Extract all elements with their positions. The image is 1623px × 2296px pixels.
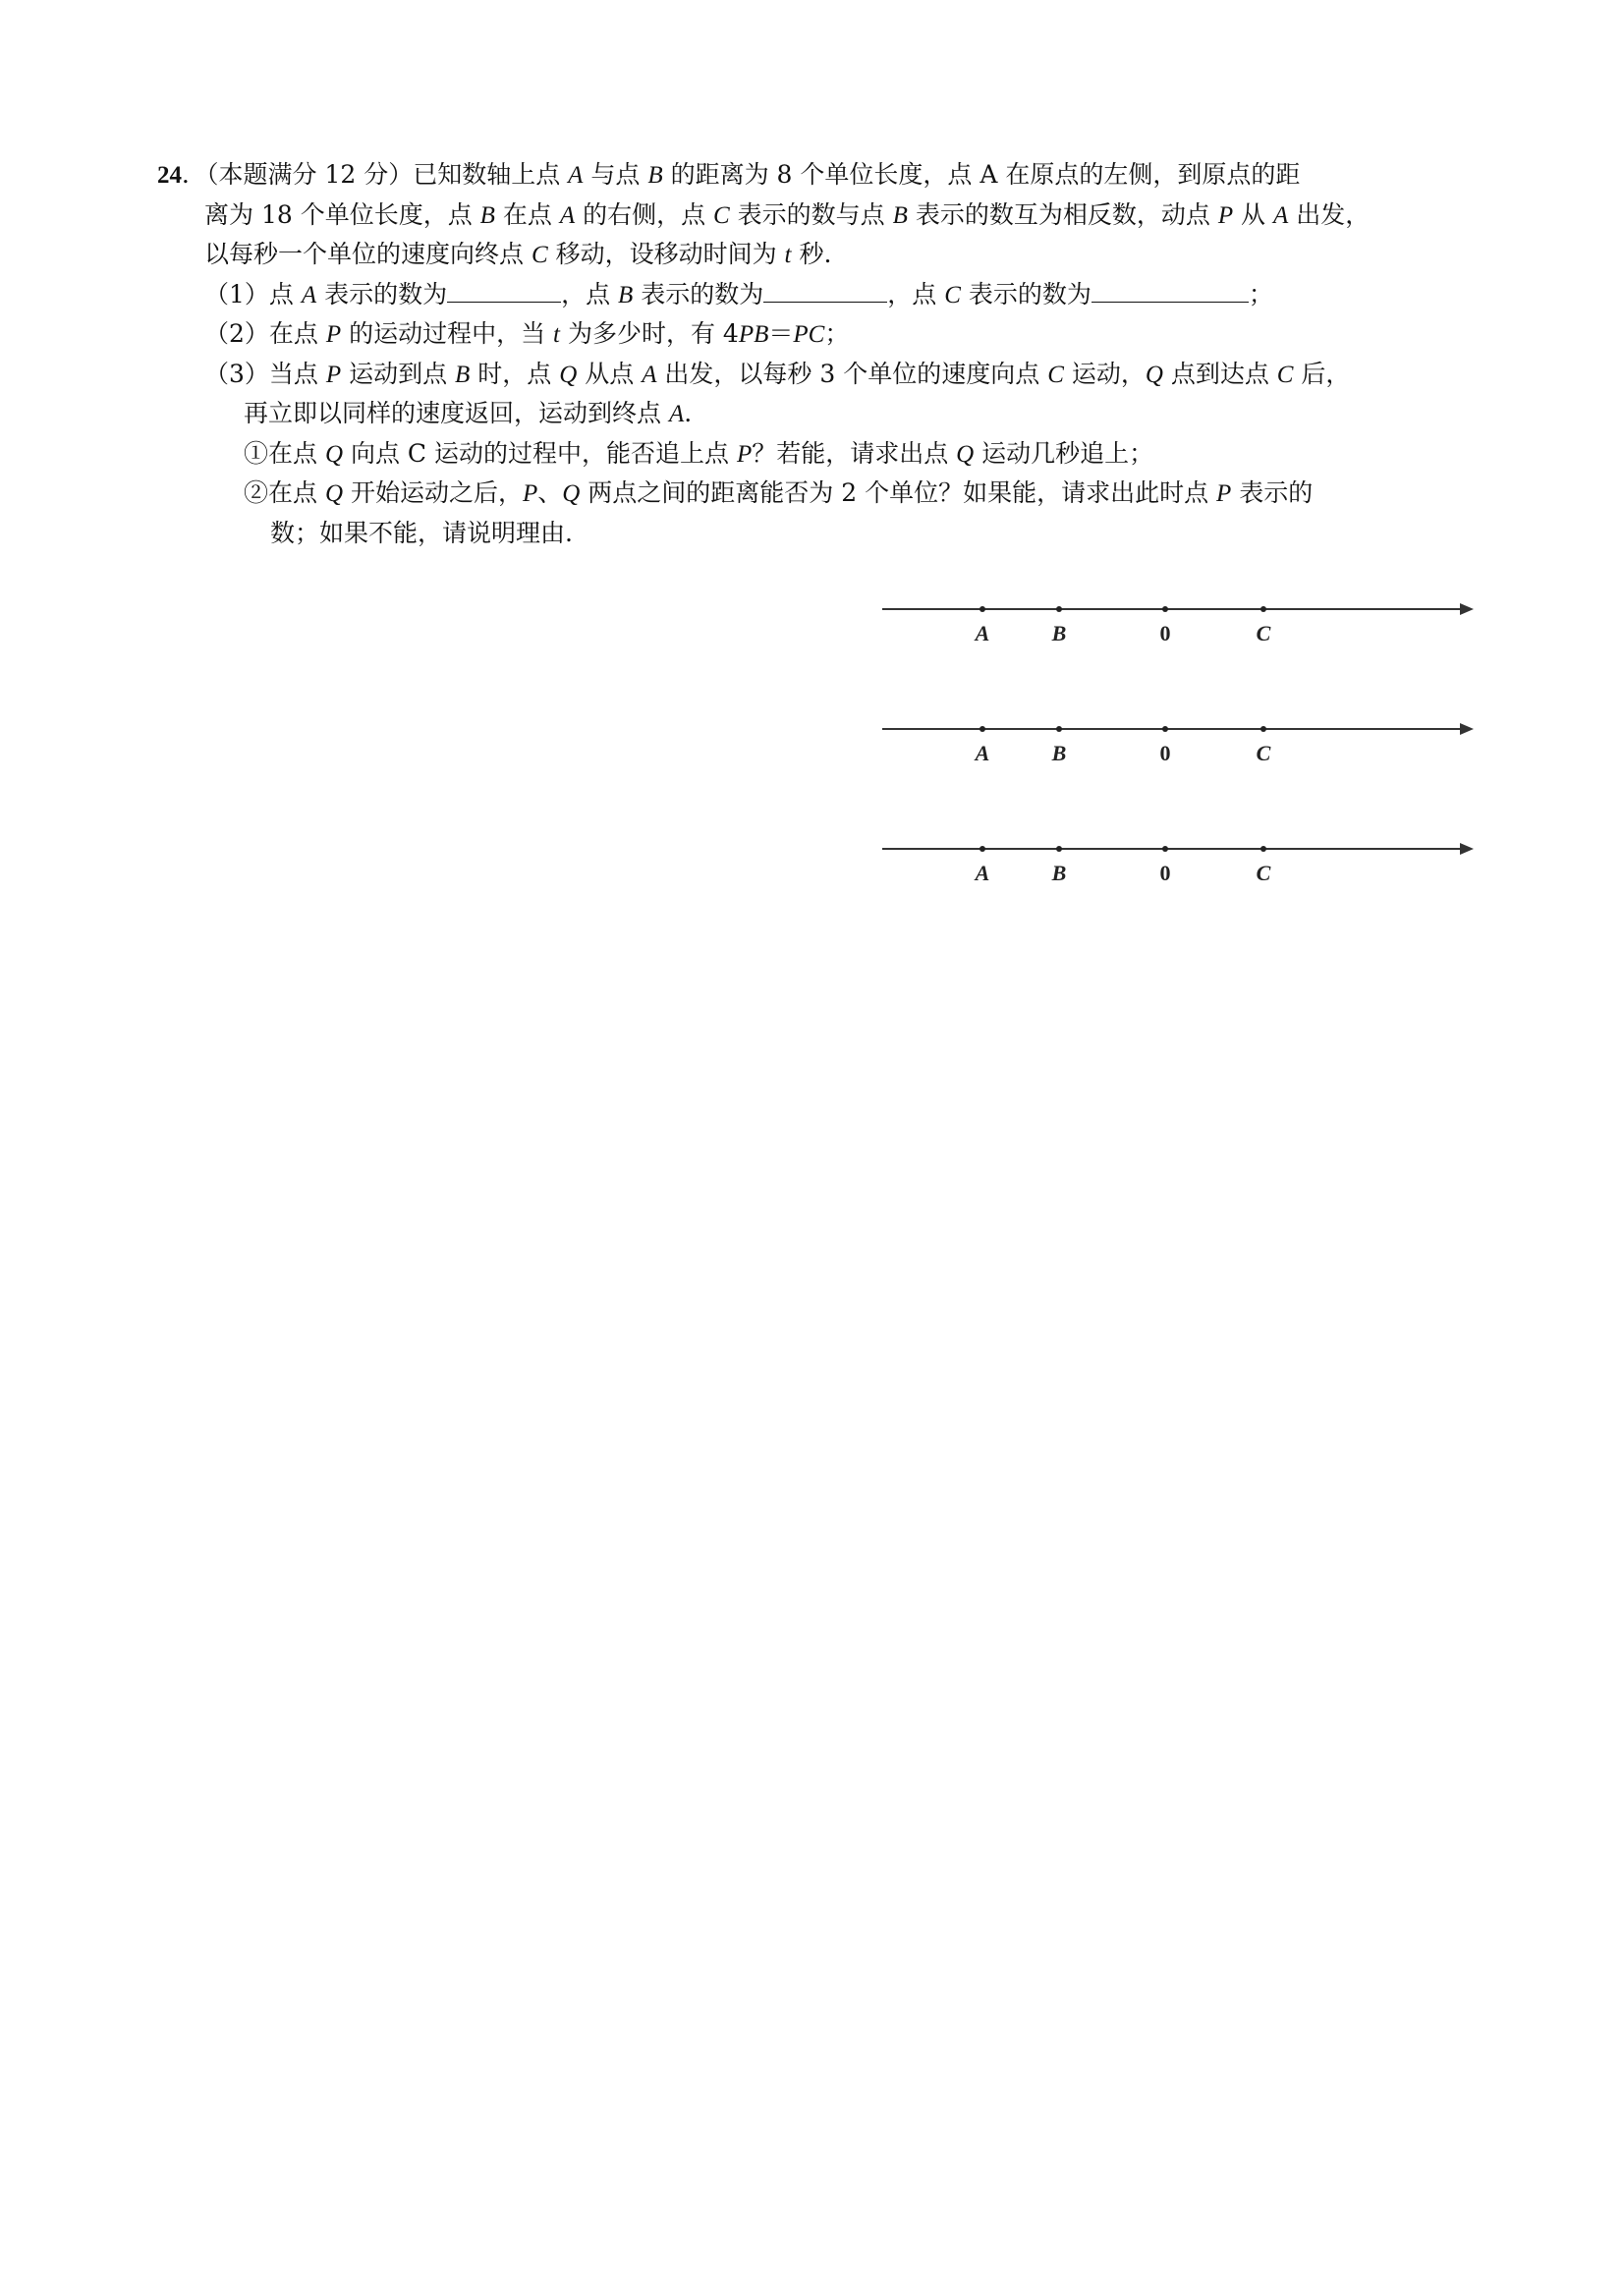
point-a — [979, 846, 985, 852]
intro-text-1: 已知数轴上点 A 与点 B 的距离为 8 个单位长度，点 A 在原点的左侧，到原点的距 — [413, 160, 1301, 189]
point-b — [1056, 726, 1062, 732]
point-label-b: B — [1051, 621, 1067, 645]
point-label-origin: 0 — [1159, 621, 1171, 645]
question-intro-line-3: 以每秒一个单位的速度向终点 C 移动，设移动时间为 t 秒. — [204, 240, 832, 268]
axis-arrow — [1460, 603, 1474, 615]
math-variable: A — [568, 162, 584, 189]
math-variable: B — [647, 162, 663, 189]
math-variable: P — [325, 321, 342, 348]
sub-question-2-line-2: 数；如果不能，请说明理由. — [270, 518, 573, 547]
math-variable: Q — [956, 440, 975, 468]
math-variable: C — [944, 281, 961, 308]
math-variable: C — [531, 242, 548, 268]
part-3-line-1: （3）当点 P 运动到点 B 时，点 Q 从点 A 出发，以每秒 3 个单位的速度向点 C 运动，Q 点到达点 C 后， — [204, 359, 1351, 388]
answer-blank — [1091, 278, 1249, 303]
answer-blank — [763, 278, 887, 303]
math-variable: P — [522, 480, 538, 507]
point-label-c: C — [1256, 621, 1271, 645]
question-24 — [157, 155, 1493, 552]
math-variable: A — [1273, 201, 1289, 229]
number-line-2 — [882, 723, 1474, 765]
point-label-a: A — [975, 861, 990, 885]
math-variable: A — [668, 401, 685, 427]
math-variable: B — [892, 201, 908, 229]
point-label-origin: 0 — [1159, 741, 1171, 765]
point-c — [1260, 726, 1266, 732]
math-variable: A — [301, 281, 317, 308]
point-b — [1056, 846, 1062, 852]
math-variable: B — [455, 361, 471, 388]
number-lines-svg — [870, 568, 1483, 897]
point-origin — [1162, 846, 1168, 852]
axis-arrow — [1460, 723, 1474, 735]
point-a — [979, 606, 985, 612]
math-variable: P — [736, 440, 753, 468]
math-variable: t — [784, 242, 792, 268]
question-intro-line-2: 离为 18 个单位长度，点 B 在点 A 的右侧，点 C 表示的数与点 B 表示的数互为相反数，动点 P 从 A 出发， — [204, 199, 1371, 229]
math-variable: C — [713, 201, 730, 229]
math-variable: PC — [793, 321, 825, 348]
math-variable: Q — [324, 480, 344, 507]
part-2: （2）在点 P 的运动过程中，当 t 为多少时，有 4PB＝PC； — [204, 319, 850, 348]
math-variable: C — [1276, 361, 1294, 388]
point-label-a: A — [975, 741, 990, 765]
axis-arrow — [1460, 843, 1474, 855]
math-variable: P — [1217, 201, 1234, 229]
math-variable: P — [1216, 480, 1232, 507]
point-label-c: C — [1256, 741, 1271, 765]
point-b — [1056, 606, 1062, 612]
point-c — [1260, 606, 1266, 612]
part-3-line-2: 再立即以同样的速度返回，运动到终点 A. — [244, 399, 693, 427]
question-number: 24 — [157, 162, 182, 189]
question-intro-line-1 — [157, 155, 1493, 196]
point-a — [979, 726, 985, 732]
sub-question-2-line-1: ②在点 Q 开始运动之后，P、Q 两点之间的距离能否为 2 个单位？如果能，请求出此时点 P 表示的 — [244, 478, 1314, 507]
math-variable: A — [642, 361, 657, 388]
point-label-b: B — [1051, 741, 1067, 765]
math-variable: Q — [1145, 361, 1163, 388]
number-line-figures — [870, 568, 1483, 897]
question-header: ．（本题满分 12 分） — [182, 160, 414, 189]
math-variable: P — [325, 361, 342, 388]
point-label-origin: 0 — [1159, 861, 1171, 885]
math-variable: Q — [559, 361, 578, 388]
number-line-3 — [882, 843, 1474, 885]
math-variable: C — [1047, 361, 1064, 388]
math-variable: B — [618, 281, 634, 308]
point-label-b: B — [1051, 861, 1067, 885]
sub-question-1: ①在点 Q 向点 C 运动的过程中，能否追上点 P？若能，请求出点 Q 运动几秒追上； — [244, 438, 1154, 468]
point-label-c: C — [1256, 861, 1271, 885]
math-variable: A — [559, 201, 576, 229]
point-label-a: A — [975, 621, 990, 645]
math-variable: t — [553, 321, 560, 348]
point-c — [1260, 846, 1266, 852]
number-line-1 — [882, 603, 1474, 645]
part-1: （1）点 A 表示的数为 ，点 B 表示的数为 ，点 C 表示的数为 ； — [204, 279, 1273, 308]
math-variable: PB — [738, 321, 769, 348]
math-variable: Q — [562, 480, 581, 507]
answer-blank — [447, 278, 561, 303]
math-variable: Q — [324, 440, 344, 468]
point-origin — [1162, 606, 1168, 612]
math-variable: B — [479, 201, 495, 229]
point-origin — [1162, 726, 1168, 732]
